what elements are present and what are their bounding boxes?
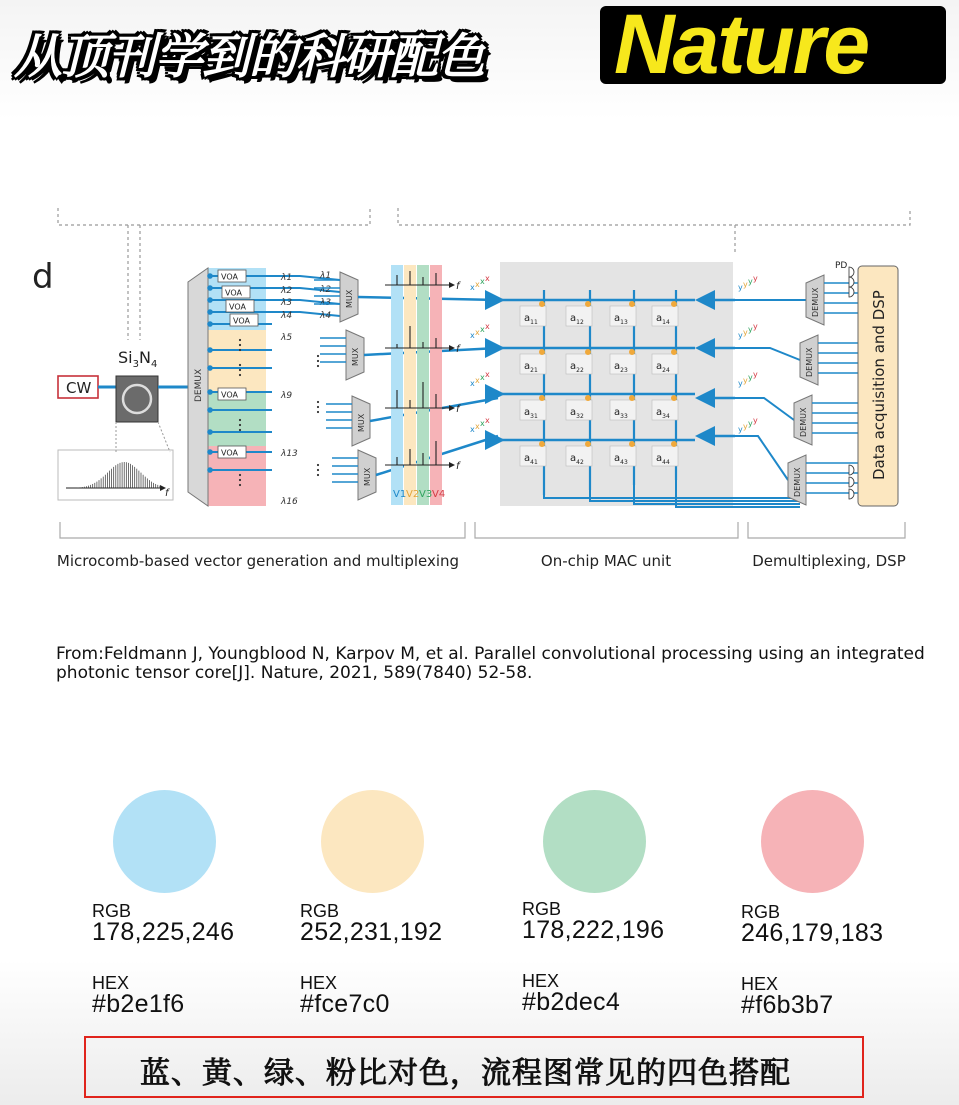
voa-label: VOA [221,272,238,282]
caption-text: 蓝、黄、绿、粉比对色，流程图常见的四色搭配 [140,1056,791,1091]
y-vector-element: y [738,331,743,340]
voa-box [218,446,246,458]
y-vector-element: y [753,322,758,331]
ellipsis-dot [239,369,241,371]
lambda-label-mux: λ3 [320,298,332,308]
ellipsis-dot [317,401,319,403]
y-vector-element: y [753,370,758,379]
x-vector-element: x [470,379,475,388]
y-vector-element: y [738,425,743,434]
mac-cell-label: $a_{22}$ [570,361,584,374]
ellipsis-dot [317,355,319,357]
citation-text: From:Feldmann J, Youngblood N, Karpov M, et al. Parallel convolutional processing using an integrated photonic tensor core[J]. Nature, 2021, 589(7840) 52-58. [56,644,925,683]
rgb-label-green: RGB [522,899,562,919]
x-vector-element: x [480,419,485,428]
rgb-label-blue: RGB [92,901,132,921]
rgb-label-pink: RGB [741,902,781,922]
mux-label: MUX [351,347,360,366]
ellipsis-dot [239,364,241,366]
cw-label: CW [66,379,92,397]
hex-value-yellow: #fce7c0 [300,990,390,1018]
mac-cell-label: $a_{44}$ [656,453,670,466]
ellipsis-dot [317,464,319,466]
port-dot [208,322,212,326]
x-vector-element: x [480,277,485,286]
y-vector-element: y [738,379,743,388]
photodiode [849,267,854,277]
voa-label: VOA [221,390,238,400]
ellipsis-dot [317,365,319,367]
lambda-label-mux: λ2 [320,285,332,295]
hex-value-blue: #b2e1f6 [92,990,185,1018]
mux-label: MUX [357,413,366,432]
freq-label: f [456,404,460,415]
photodiode [849,477,854,487]
lambda-label-mux: λ1 [320,271,332,281]
port-dot [208,298,212,302]
voa-box [222,286,250,298]
swatch-yellow [321,790,424,893]
svg-text:V2: V2 [406,489,420,500]
mux-label: MUX [345,289,354,308]
ellipsis-dot [239,484,241,486]
ellipsis-dot [239,349,241,351]
svg-text:PD: PD [835,261,848,271]
y-vector-element: y [743,328,748,337]
mac-cell-label: $a_{13}$ [614,313,628,326]
hex-value-green: #b2dec4 [522,988,621,1016]
svg-text:DEMUX: DEMUX [194,368,204,402]
lambda-label: λ2 [281,286,293,296]
panel-label: d [32,257,54,297]
ellipsis-dot [239,424,241,426]
y-vector-element: y [748,325,753,334]
lambda-label: λ9 [281,391,293,401]
demux-label: DEMUX [805,347,814,377]
ellipsis-dot [317,406,319,408]
lambda-label-mux: λ4 [320,311,332,321]
voa-box [218,388,246,400]
svg-text:V1: V1 [393,489,407,500]
hex-value-pink: #f6b3b7 [741,991,834,1019]
ellipsis-dot [239,339,241,341]
ellipsis-dot [239,479,241,481]
svg-text:V3: V3 [419,489,433,500]
band-yellow [208,330,266,392]
ellipsis-dot [239,419,241,421]
port-dot [208,274,212,278]
y-vector-element: y [748,419,753,428]
hex-label-blue: HEX [92,973,130,993]
voa-label: VOA [225,288,242,298]
ellipsis-dot [317,411,319,413]
y-vector-element: y [748,277,753,286]
x-vector-element: x [470,283,475,292]
top-brackets [58,208,910,340]
mac-cell-label: $a_{31}$ [524,407,538,420]
swatch-blue [113,790,216,893]
y-vector-element: y [743,422,748,431]
freq-label: f [456,344,460,355]
ellipsis-dot [239,474,241,476]
mac-cell-label: $a_{32}$ [570,407,584,420]
rgb-value-yellow: 252,231,192 [300,918,443,946]
y-vector-element: y [743,376,748,385]
demux-label: DEMUX [811,287,820,317]
voa-box [218,270,246,282]
demux-label: DEMUX [793,467,802,497]
mac-cell-label: $a_{42}$ [570,453,584,466]
demux-right [800,335,858,385]
rgb-value-green: 178,222,196 [522,916,665,944]
freq-label: f [456,461,460,472]
demux-right [794,395,858,445]
svg-text:Si3N4: $Si_3N_4$ [118,348,158,370]
port-dot [208,286,212,290]
y-vector-element: y [753,274,758,283]
title-chinese: 从顶刊学到的科研配色 [14,29,485,85]
svg-text:f: f [165,488,169,499]
mac-cell-label: $a_{41}$ [524,453,538,466]
mac-cell-label: $a_{23}$ [614,361,628,374]
voa-box [230,314,258,326]
lambda-label: λ5 [281,333,293,343]
x-vector-element: x [470,425,475,434]
x-vector-element: x [485,322,490,331]
x-vector-element: x [475,328,480,337]
x-vector-element: x [475,422,480,431]
section-label-3: Demultiplexing, DSP [752,552,906,570]
port-dot [208,450,212,454]
port-dot [208,366,212,370]
lambda-label: λ13 [281,449,298,459]
voa-label: VOA [221,448,238,458]
mac-cell-label: $a_{11}$ [524,313,538,326]
voa-label: VOA [233,316,250,326]
x-vector-element: x [470,331,475,340]
caption-box [84,1036,864,1098]
section-label-1: Microcomb-based vector generation and multiplexing [56,552,460,570]
photodiode [849,277,854,287]
hex-label-green: HEX [522,971,560,991]
ellipsis-dot [317,360,319,362]
mac-cell-label: $a_{34}$ [656,407,670,420]
photodiode [849,489,854,499]
lambda-label: λ1 [281,273,293,283]
voa-box [226,300,254,312]
x-vector-element: x [485,274,490,283]
ellipsis-dot [239,374,241,376]
mac-cell-label: $a_{33}$ [614,407,628,420]
x-vector-element: x [480,325,485,334]
port-dot [208,468,212,472]
svg-text:V4: V4 [432,489,446,500]
section-label-2: On-chip MAC unit [540,552,672,570]
mac-cell-label: $a_{14}$ [656,313,670,326]
x-vector-element: x [485,370,490,379]
ellipsis-dot [317,474,319,476]
swatch-green [543,790,646,893]
mac-cell-label: $a_{43}$ [614,453,628,466]
v-labels [393,489,445,500]
port-dot [208,430,212,434]
ellipsis-dot [239,429,241,431]
ellipsis-dot [239,344,241,346]
lambda-label: λ4 [281,311,293,321]
demux-label: DEMUX [799,407,808,437]
x-vector-element: x [475,376,480,385]
port-dot [208,408,212,412]
lambda-label: λ3 [281,298,293,308]
rgb-value-pink: 246,179,183 [741,919,884,947]
ellipsis-dot [317,469,319,471]
voa-label: VOA [229,302,246,312]
rgb-value-blue: 178,225,246 [92,918,235,946]
photodiode [849,287,854,297]
demux-right [788,455,858,505]
mac-unit-area [500,262,733,506]
y-vector-element: y [753,416,758,425]
mac-cell-label: $a_{21}$ [524,361,538,374]
y-vector-element: y [743,280,748,289]
y-vector-element: y [738,283,743,292]
rgb-label-yellow: RGB [300,901,340,921]
hex-label-pink: HEX [741,974,779,994]
swatch-pink [761,790,864,893]
y-vector-element: y [748,373,753,382]
x-vector-element: x [480,373,485,382]
mux-label: MUX [363,467,372,486]
mac-cell-label: $a_{12}$ [570,313,584,326]
svg-text:Data acquisition and DSP: Data acquisition and DSP [870,290,888,480]
title-nature-text: Nature [614,0,869,91]
x-vector-element: x [475,280,480,289]
port-dot [208,390,212,394]
port-dot [208,348,212,352]
freq-label: f [456,281,460,292]
port-dot [208,310,212,314]
lambda-labels [280,271,331,507]
x-vector-element: x [485,416,490,425]
lambda-label: λ16 [281,497,298,507]
mac-cell-label: $a_{24}$ [656,361,670,374]
bottom-brackets [60,522,905,538]
hex-label-yellow: HEX [300,973,338,993]
